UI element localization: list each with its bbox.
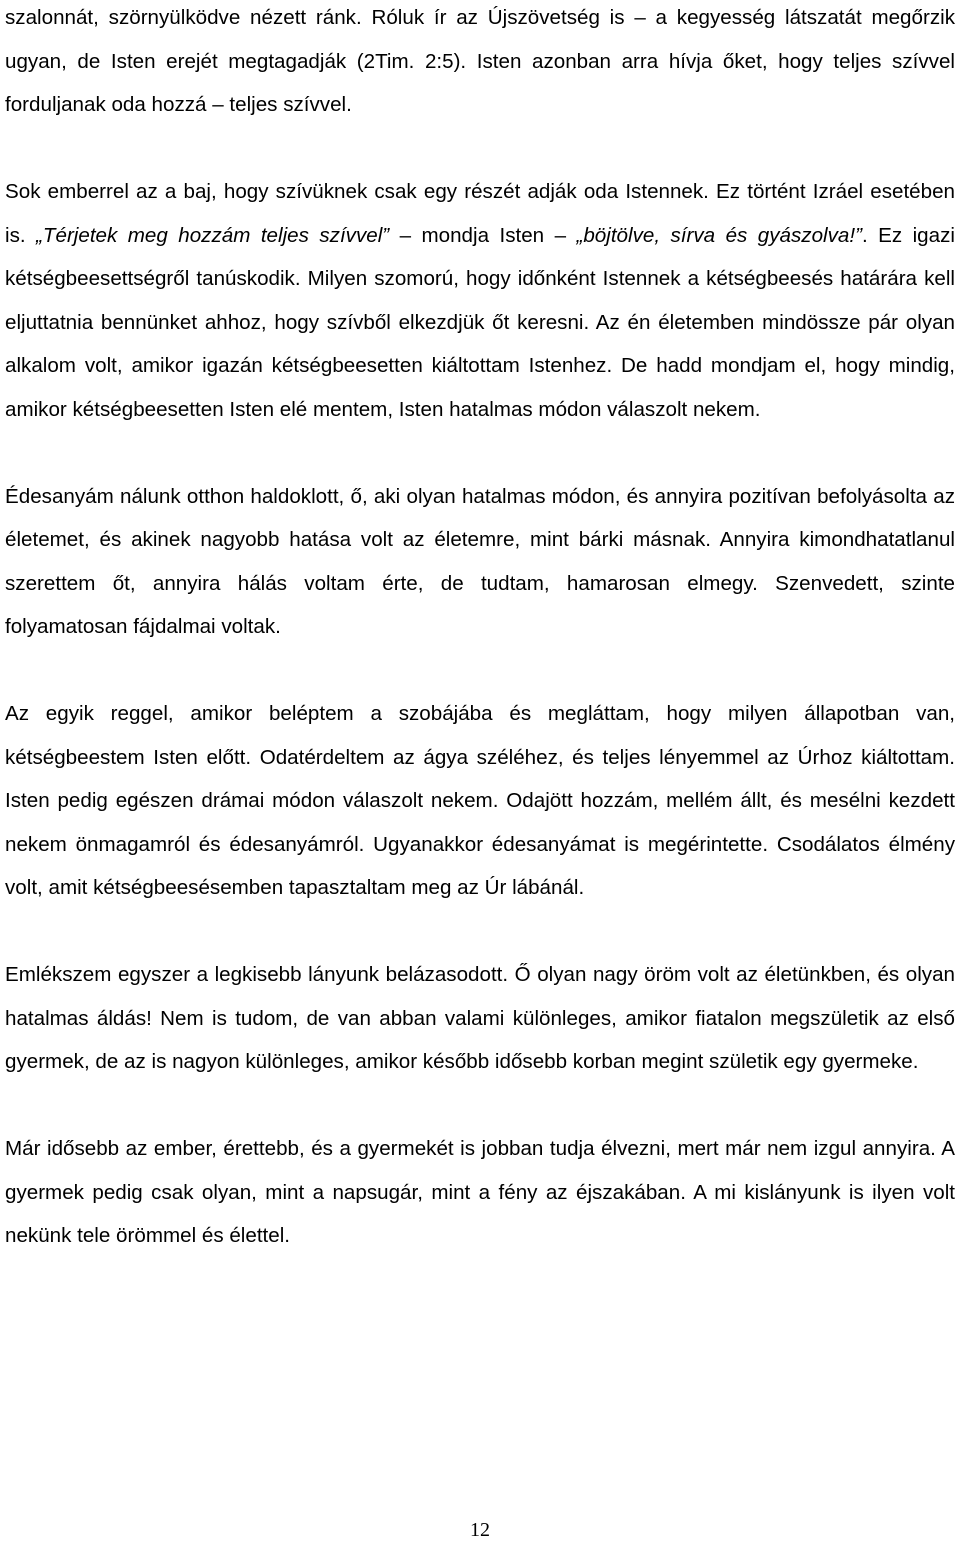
paragraph-1: szalonnát, szörnyülködve nézett ránk. Róluk ír az Újszövetség is – a kegyesség látszatát megőrzik ugyan, de Isten erejét megtagadják (2Tim. 2:5). Isten azonban arra hívja őket, hogy teljes szívvel forduljanak oda hozzá – teljes szívvel. xyxy=(5,6,955,116)
paragraph-2-intro: Sok emberrel az a baj, hogy szívüknek csak egy részét adják oda Istennek. Ez történt Izráel esetében is. xyxy=(5,180,955,247)
paragraph-3: Édesanyám nálunk otthon haldoklott, ő, aki olyan hatalmas módon, és annyira pozitívan befolyásolta az életemet, és akinek nagyobb hatása volt az életemre, mint bárki másnak. Annyira kimondhatatlanul szerettem őt, annyira hálás voltam érte, de tudtam, hamarosan elmegy. Szenvedett, szinte folyamatosan fájdalmai voltak. xyxy=(5,484,955,638)
page-number: 12 xyxy=(470,1519,490,1541)
paragraph-5: Emlékszem egyszer a legkisebb lányunk belázasodott. Ő olyan nagy öröm volt az életünkben, és olyan hatalmas áldás! Nem is tudom, de van abban valami különleges, amikor fiatalon megszületik az első gyermek, de az is nagyon különleges, amikor később idősebb korban megint születik egy gyermeke. xyxy=(5,963,955,1073)
document-page xyxy=(5,0,955,1258)
paragraph-6: Már idősebb az ember, érettebb, és a gyermekét is jobban tudja élvezni, mert már nem izgul annyira. A gyermek pedig csak olyan, mint a napsugár, mint a fény az éjszakában. A mi kislányunk is ilyen volt nekünk tele örömmel és élettel. xyxy=(5,1137,955,1247)
quote-fasting-weeping: „böjtölve, sírva és gyászolva!” xyxy=(576,223,862,247)
paragraph-2-rest: . Ez igazi kétségbeesettségről tanúskodik. Milyen szomorú, hogy időnként Istennek a kétségbeesés határára kell eljuttatnia bennünket ahhoz, hogy szívből elkezdjük őt keresni. Az én életemben mindössze pár olyan alkalom volt, amikor igazán kétségbeesetten kiáltottam Istenhez. De hadd mondjam el, hogy mindig, amikor kétségbeesetten Isten elé mentem, Isten hatalmas módon válaszolt nekem. xyxy=(5,223,955,421)
quote-return-to-me: „Térjetek meg hozzám teljes szívvel” xyxy=(36,223,390,247)
paragraph-4: Az egyik reggel, amikor beléptem a szobájába és megláttam, hogy milyen állapotban van, kétségbeestem Isten előtt. Odatérdeltem az ágya széléhez, és teljes lényemmel az Úrhoz kiáltottam. Isten pedig egészen drámai módon válaszolt nekem. Odajött hozzám, mellém állt, és mesélni kezdett nekem önmagamról és édesanyámról. Ugyanakkor édesanyámat is megérintette. Csodálatos élmény volt, amit kétségbeesésemben tapasztaltam meg az Úr lábánál. xyxy=(5,702,955,899)
paragraph-2 xyxy=(5,170,955,431)
paragraph-2-attribution: – mondja Isten – xyxy=(389,223,577,247)
